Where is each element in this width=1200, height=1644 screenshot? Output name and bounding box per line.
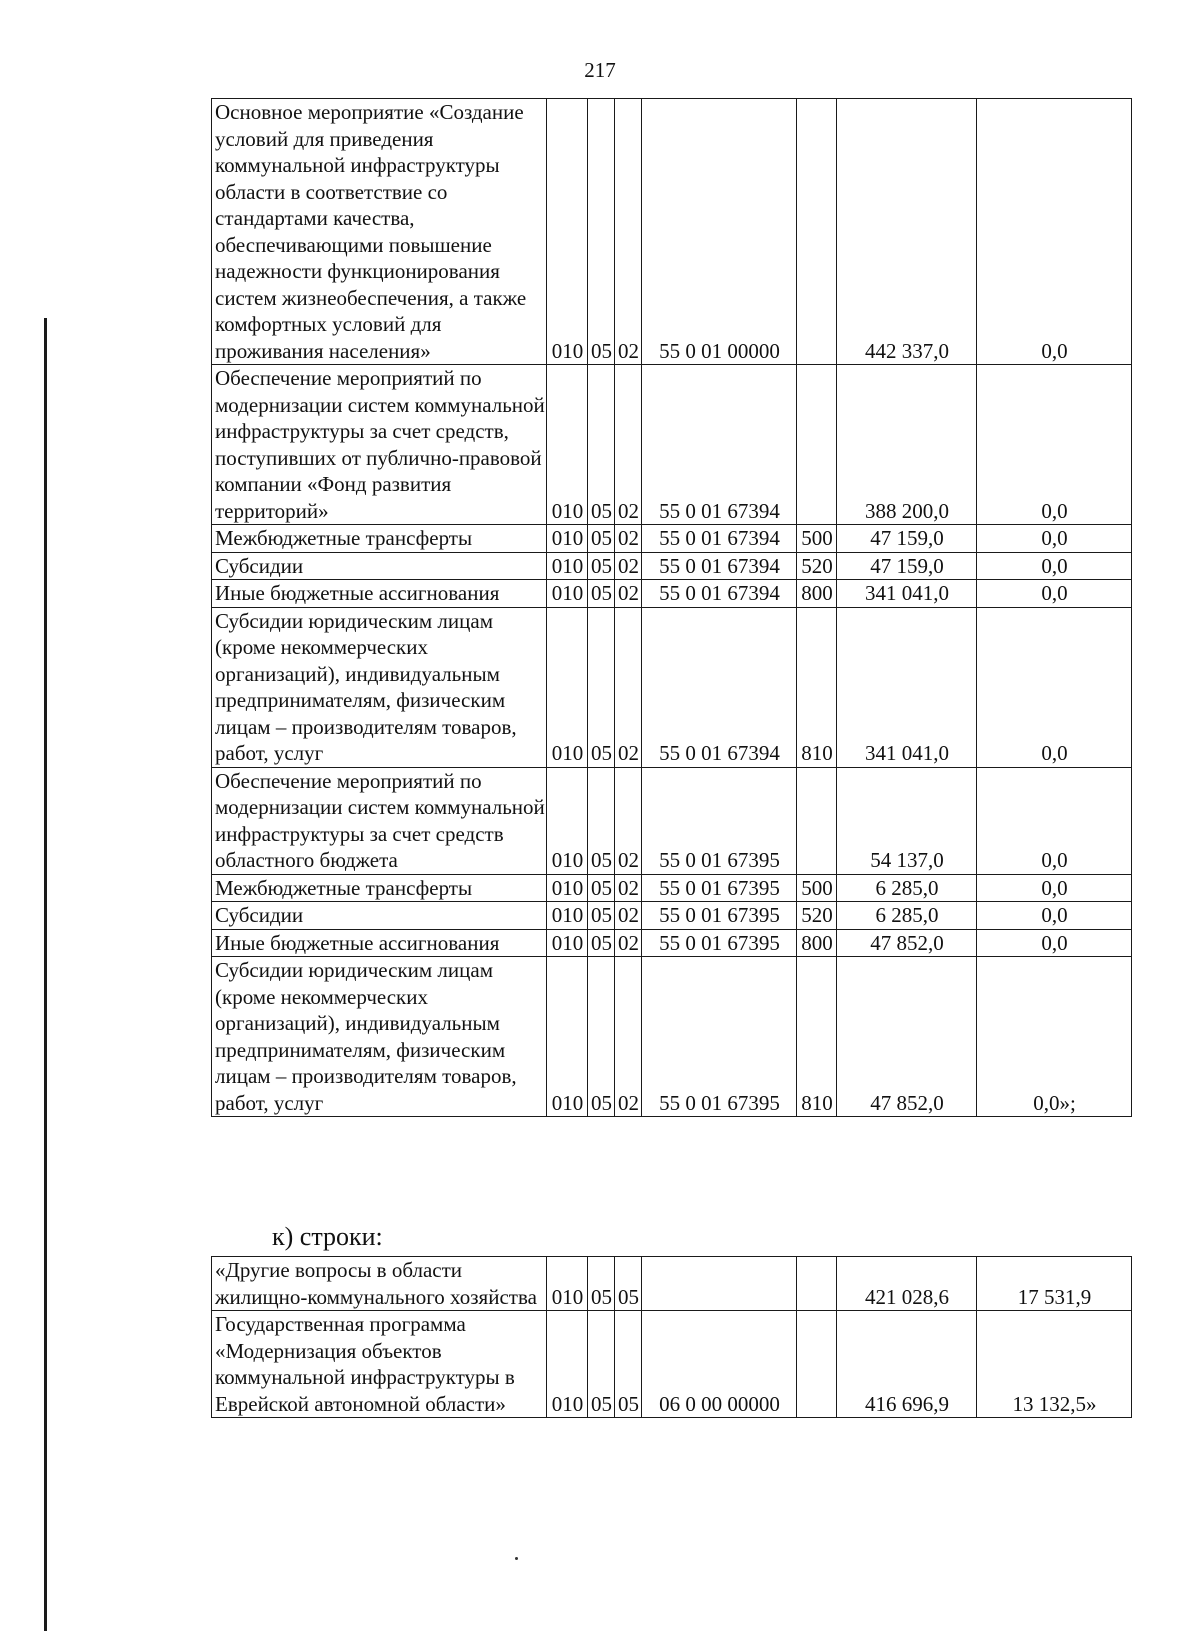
- target-article-cell: [642, 1257, 797, 1311]
- section-code-cell: 05: [588, 99, 615, 365]
- subsection-code-cell: 02: [615, 525, 642, 553]
- target-article-cell: 55 0 01 67395: [642, 767, 797, 874]
- row-name-cell: Основное мероприятие «Создание условий для приведения коммунальной инфраструктуры области в соответствие со стандартами качества, обеспечивающими повышение надежности функционирования систем жизнеобеспечения, а также комфортных условий для проживания населения»: [212, 99, 547, 365]
- section-code-cell: 05: [588, 365, 615, 525]
- table-row: [212, 874, 1132, 902]
- ministry-code-cell: 010: [547, 552, 588, 580]
- subsection-code-cell: 02: [615, 580, 642, 608]
- subsection-code-cell: 02: [615, 874, 642, 902]
- target-article-cell: 55 0 01 67394: [642, 580, 797, 608]
- amount-cell: 47 159,0: [837, 525, 977, 553]
- federal-amount-cell: 0,0: [977, 929, 1132, 957]
- ministry-code-cell: 010: [547, 1311, 588, 1418]
- subsection-code-cell: 02: [615, 929, 642, 957]
- ministry-code-cell: 010: [547, 929, 588, 957]
- table-row: [212, 767, 1132, 874]
- amount-cell: 6 285,0: [837, 874, 977, 902]
- amount-cell: 47 852,0: [837, 929, 977, 957]
- target-article-cell: 55 0 01 67395: [642, 929, 797, 957]
- amount-cell: 341 041,0: [837, 607, 977, 767]
- row-name-cell: Межбюджетные трансферты: [212, 525, 547, 553]
- section-code-cell: 05: [588, 767, 615, 874]
- target-article-cell: 55 0 01 67394: [642, 525, 797, 553]
- expense-type-cell: 500: [797, 874, 837, 902]
- subsection-code-cell: 02: [615, 902, 642, 930]
- target-article-cell: 55 0 01 00000: [642, 99, 797, 365]
- federal-amount-cell: 0,0»;: [977, 957, 1132, 1117]
- federal-amount-cell: 0,0: [977, 525, 1132, 553]
- federal-amount-cell: 0,0: [977, 99, 1132, 365]
- row-name-cell: Субсидии: [212, 902, 547, 930]
- row-name-cell: Иные бюджетные ассигнования: [212, 929, 547, 957]
- table-row: [212, 99, 1132, 365]
- target-article-cell: 55 0 01 67394: [642, 365, 797, 525]
- federal-amount-cell: 0,0: [977, 902, 1132, 930]
- budget-table-lines: [211, 1256, 1132, 1418]
- expense-type-cell: [797, 1311, 837, 1418]
- row-name-cell: Субсидии юридическим лицам (кроме некоммерческих организаций), индивидуальным предпринимателям, физическим лицам – производителям товаров, работ, услуг: [212, 607, 547, 767]
- row-name-cell: Государственная программа «Модернизация объектов коммунальной инфраструктуры в Еврейской автономной области»: [212, 1311, 547, 1418]
- row-name-cell: Субсидии: [212, 552, 547, 580]
- expense-type-cell: [797, 365, 837, 525]
- row-name-cell: Межбюджетные трансферты: [212, 874, 547, 902]
- ministry-code-cell: 010: [547, 580, 588, 608]
- amount-cell: 341 041,0: [837, 580, 977, 608]
- target-article-cell: 55 0 01 67395: [642, 957, 797, 1117]
- table-row: [212, 902, 1132, 930]
- expense-type-cell: 520: [797, 902, 837, 930]
- target-article-cell: 55 0 01 67394: [642, 607, 797, 767]
- federal-amount-cell: 13 132,5»: [977, 1311, 1132, 1418]
- amount-cell: 6 285,0: [837, 902, 977, 930]
- target-article-cell: 55 0 01 67395: [642, 874, 797, 902]
- table-row: [212, 1311, 1132, 1418]
- subsection-code-cell: 02: [615, 957, 642, 1117]
- federal-amount-cell: 0,0: [977, 552, 1132, 580]
- target-article-cell: 55 0 01 67394: [642, 552, 797, 580]
- ministry-code-cell: 010: [547, 1257, 588, 1311]
- subsection-code-cell: 02: [615, 365, 642, 525]
- section-code-cell: 05: [588, 1311, 615, 1418]
- table-row: [212, 552, 1132, 580]
- section-code-cell: 05: [588, 580, 615, 608]
- ministry-code-cell: 010: [547, 607, 588, 767]
- federal-amount-cell: 0,0: [977, 365, 1132, 525]
- ministry-code-cell: 010: [547, 365, 588, 525]
- federal-amount-cell: 0,0: [977, 874, 1132, 902]
- table-row: [212, 525, 1132, 553]
- section-code-cell: 05: [588, 1257, 615, 1311]
- table-row: [212, 957, 1132, 1117]
- section-k-title: к) строки:: [272, 1222, 383, 1251]
- expense-type-cell: [797, 99, 837, 365]
- expense-type-cell: 800: [797, 929, 837, 957]
- table-row: [212, 1257, 1132, 1311]
- table-row: [212, 607, 1132, 767]
- section-code-cell: 05: [588, 902, 615, 930]
- federal-amount-cell: 0,0: [977, 767, 1132, 874]
- expense-type-cell: 800: [797, 580, 837, 608]
- ministry-code-cell: 010: [547, 99, 588, 365]
- row-name-cell: Иные бюджетные ассигнования: [212, 580, 547, 608]
- expense-type-cell: [797, 767, 837, 874]
- expense-type-cell: 810: [797, 957, 837, 1117]
- target-article-cell: 06 0 00 00000: [642, 1311, 797, 1418]
- amount-cell: 47 852,0: [837, 957, 977, 1117]
- page-number: 217: [584, 58, 616, 82]
- section-code-cell: 05: [588, 552, 615, 580]
- amount-cell: 416 696,9: [837, 1311, 977, 1418]
- subsection-code-cell: 02: [615, 607, 642, 767]
- subsection-code-cell: 02: [615, 552, 642, 580]
- amount-cell: 421 028,6: [837, 1257, 977, 1311]
- section-code-cell: 05: [588, 874, 615, 902]
- stray-dot: [515, 1557, 518, 1560]
- amount-cell: 47 159,0: [837, 552, 977, 580]
- ministry-code-cell: 010: [547, 525, 588, 553]
- row-name-cell: «Другие вопросы в области жилищно-коммунального хозяйства: [212, 1257, 547, 1311]
- section-code-cell: 05: [588, 957, 615, 1117]
- federal-amount-cell: 0,0: [977, 607, 1132, 767]
- amount-cell: 54 137,0: [837, 767, 977, 874]
- amount-cell: 388 200,0: [837, 365, 977, 525]
- expense-type-cell: 520: [797, 552, 837, 580]
- expense-type-cell: 500: [797, 525, 837, 553]
- left-margin-binding-line: [44, 318, 47, 1631]
- subsection-code-cell: 05: [615, 1257, 642, 1311]
- subsection-code-cell: 02: [615, 767, 642, 874]
- table-row: [212, 580, 1132, 608]
- target-article-cell: 55 0 01 67395: [642, 902, 797, 930]
- amount-cell: 442 337,0: [837, 99, 977, 365]
- section-code-cell: 05: [588, 607, 615, 767]
- section-code-cell: 05: [588, 929, 615, 957]
- row-name-cell: Субсидии юридическим лицам (кроме некоммерческих организаций), индивидуальным предпринимателям, физическим лицам – производителям товаров, работ, услуг: [212, 957, 547, 1117]
- subsection-code-cell: 02: [615, 99, 642, 365]
- ministry-code-cell: 010: [547, 767, 588, 874]
- row-name-cell: Обеспечение мероприятий по модернизации систем коммунальной инфраструктуры за счет средств, поступивших от публично-правовой компании «Фонд развития территорий»: [212, 365, 547, 525]
- federal-amount-cell: 0,0: [977, 580, 1132, 608]
- expense-type-cell: [797, 1257, 837, 1311]
- table-row: [212, 365, 1132, 525]
- budget-table-continuation: [211, 98, 1132, 1117]
- ministry-code-cell: 010: [547, 902, 588, 930]
- subsection-code-cell: 05: [615, 1311, 642, 1418]
- row-name-cell: Обеспечение мероприятий по модернизации систем коммунальной инфраструктуры за счет средств областного бюджета: [212, 767, 547, 874]
- expense-type-cell: 810: [797, 607, 837, 767]
- ministry-code-cell: 010: [547, 874, 588, 902]
- section-code-cell: 05: [588, 525, 615, 553]
- table-row: [212, 929, 1132, 957]
- ministry-code-cell: 010: [547, 957, 588, 1117]
- federal-amount-cell: 17 531,9: [977, 1257, 1132, 1311]
